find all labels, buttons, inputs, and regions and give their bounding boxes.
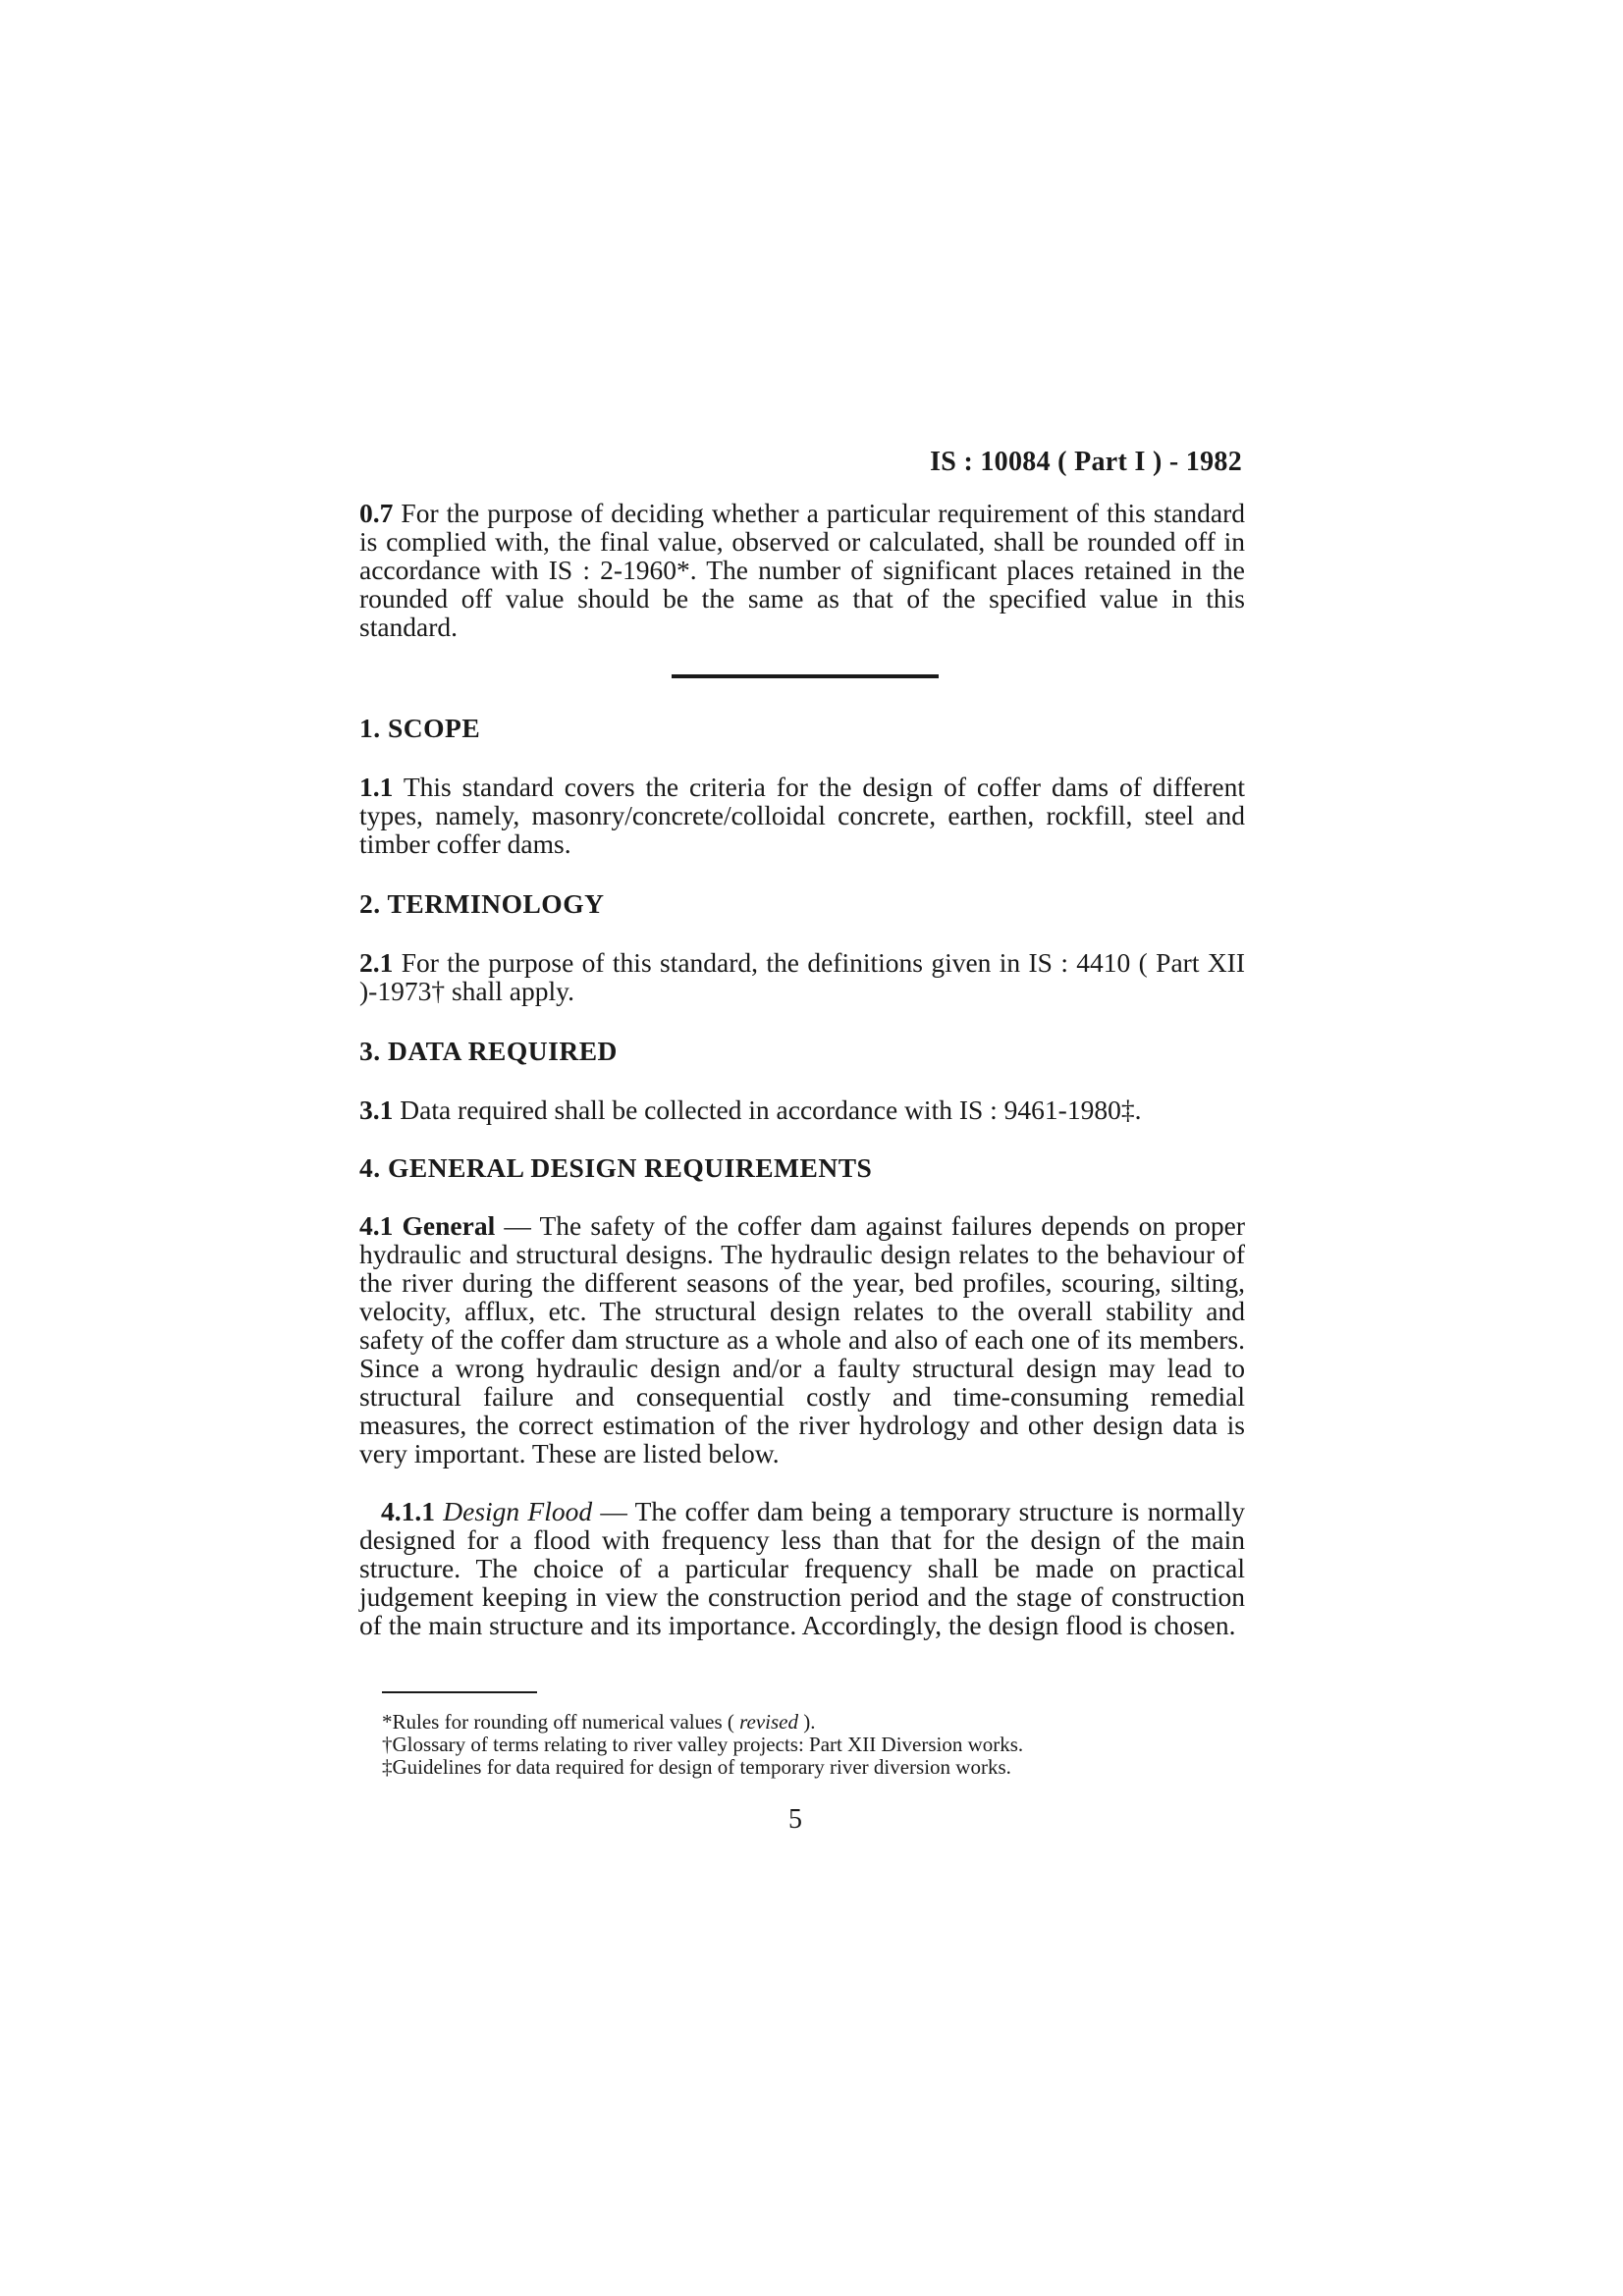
clause-number: 1.1 <box>359 772 394 802</box>
section-heading-terminology: 2. TERMINOLOGY <box>359 888 605 919</box>
section-divider <box>672 674 939 678</box>
footnote-divider <box>382 1691 537 1693</box>
section-heading-data-required: 3. DATA REQUIRED <box>359 1036 618 1066</box>
clause-text: Data required shall be collected in accordance with IS : 9461-1980‡. <box>400 1095 1142 1125</box>
clause-1-1 <box>359 773 1245 858</box>
clause-2-1 <box>359 948 1245 1005</box>
footnote-text: *Rules for rounding off numerical values ( <box>382 1710 740 1734</box>
clause-number: 3.1 <box>359 1095 394 1125</box>
clause-title: General <box>402 1210 496 1241</box>
clause-text: The safety of the coffer dam against failures depends on proper hydraulic and structural designs. The hydraulic design relates to the behaviour of the river during the different seasons of the year, bed profiles, scouring, silting, velocity, afflux, etc. The structural design relates to the overall stability and safety of the coffer dam structure as a whole and also of each one of its members. Since a wrong hydraulic design and/or a faulty structural design may lead to structural failure and consequential costly and time-consuming remedial measures, the correct estimation of the river hydrology and other design data is very important. These are listed below. <box>359 1210 1245 1468</box>
section-heading-general-design: 4. GENERAL DESIGN REQUIREMENTS <box>359 1152 873 1183</box>
footnote-3: ‡Guidelines for data required for design of temporary river diversion works. <box>382 1755 1011 1779</box>
clause-text: For the purpose of deciding whether a particular requirement of this standard is complied with, the final value, observed or calculated, shall be rounded off in accordance with IS : 2-1960*. The number of significant places retained in the rounded off value should be the same as that of the specified value in this standard. <box>359 498 1245 642</box>
clause-3-1 <box>359 1095 1245 1124</box>
em-dash: — <box>592 1496 635 1526</box>
clause-text: The coffer dam being a temporary structure is normally designed for a flood with frequency less than that for the design of the main structure. The choice of a particular frequency shall be made on practical judgement keeping in view the construction period and the stage of construction of the main structure and its importance. Accordingly, the design flood is chosen. <box>359 1496 1245 1640</box>
footnote-1 <box>382 1711 1246 1734</box>
section-heading-scope: 1. SCOPE <box>359 713 481 743</box>
em-dash: — <box>495 1210 540 1241</box>
clause-4-1 <box>359 1211 1245 1468</box>
clause-text: For the purpose of this standard, the definitions given in IS : 4410 ( Part XII )-1973† shall apply. <box>359 947 1245 1006</box>
clause-title: Design Flood <box>443 1496 593 1526</box>
clause-text: This standard covers the criteria for the design of coffer dams of different types, namely, masonry/concrete/colloidal concrete, earthen, rockfill, steel and timber coffer dams. <box>359 772 1245 859</box>
clause-number: 4.1.1 <box>381 1496 435 1526</box>
footnote-2: †Glossary of terms relating to river valley projects: Part XII Diversion works. <box>382 1733 1024 1756</box>
clause-number: 2.1 <box>359 947 394 978</box>
page-number: 5 <box>788 1804 802 1835</box>
clause-number: 4.1 <box>359 1210 394 1241</box>
clause-4-1-1 <box>359 1497 1245 1639</box>
clause-number: 0.7 <box>359 498 394 528</box>
clause-0-7 <box>359 499 1245 641</box>
main-content <box>359 499 1245 1639</box>
footnote-italic: revised <box>739 1710 798 1734</box>
standard-identifier: IS : 10084 ( Part I ) - 1982 <box>930 447 1242 477</box>
footnote-text: ). <box>797 1710 816 1734</box>
footnotes <box>382 1691 1246 1779</box>
